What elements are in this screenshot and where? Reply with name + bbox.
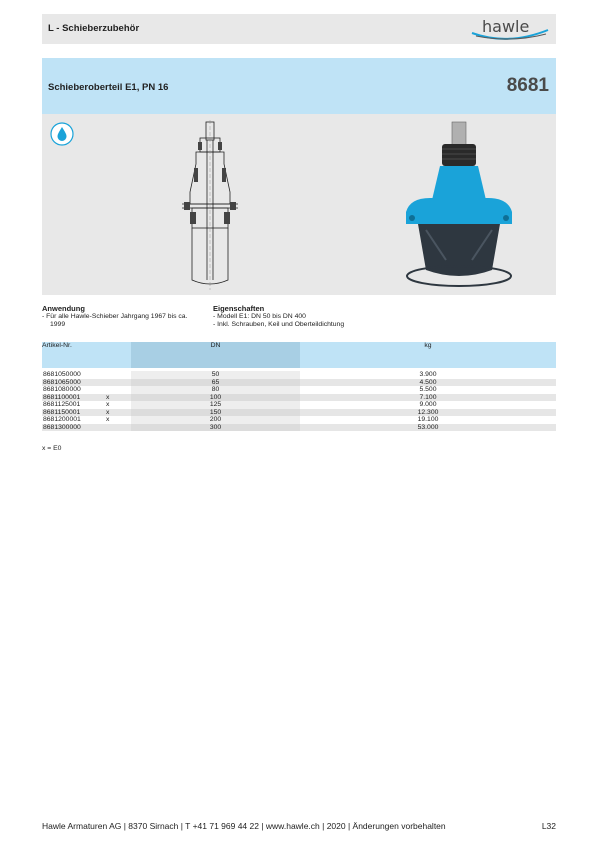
cell-kg: 53.000 [417,423,439,431]
table-row [42,379,556,387]
hawle-logo [468,16,552,42]
water-drop-icon [50,122,74,146]
cell-mark: x [106,393,110,401]
cell-article: 8681200001 [43,416,81,423]
cell-mark: x [106,401,110,408]
cell-kg: 7.100 [419,393,437,401]
cell-dn: 150 [209,408,222,416]
footer-text: Hawle Armaturen AG | 8370 Sirnach | T +41 71 969 44 22 | www.hawle.ch | 2020 | Änderungen vorbehalten [42,821,446,831]
cell-dn: 200 [209,416,222,423]
header-cell-kg [300,342,556,368]
page-header [42,14,556,44]
product-header [42,58,556,114]
table-row [42,424,556,432]
table-row [42,386,556,394]
product-title: Schieberoberteil E1, PN 16 [48,82,169,93]
header-kg-label: kg [424,342,432,349]
table-row [42,416,556,424]
cell-article: 8681050000 [43,371,81,378]
cell-article: 8681065000 [43,378,81,386]
table-note: x = E0 [42,445,62,452]
properties-line-2: - Inkl. Schrauben, Keil und Oberteildichtung [213,321,345,328]
table-row [42,409,556,417]
header-cell-mark [88,342,131,368]
cell-dn: 80 [211,386,220,393]
cell-kg: 5.500 [419,386,437,393]
section-title: L - Schieberzubehör [48,23,140,34]
cell-kg: 19.100 [417,416,439,423]
cell-dn: 65 [211,378,220,386]
cell-mark: x [106,416,110,423]
header-article-label: Artikel-Nr. [42,342,72,349]
cell-dn: 50 [211,371,220,378]
logo-text: hawle [482,17,530,36]
cell-dn: 100 [209,393,222,401]
product-image-area [42,114,556,295]
product-photo [400,120,518,290]
table-row [42,371,556,379]
technical-drawing [180,120,240,290]
table-row [42,401,556,409]
cell-article: 8681300000 [43,423,81,431]
cell-article: 8681080000 [43,386,81,393]
cell-article: 8681100001 [43,393,81,401]
properties-heading: Eigenschaften [213,304,265,313]
usage-line-1: - Für alle Hawle-Schieber Jahrgang 1967 bis ca. [42,313,188,320]
cell-kg: 12.300 [417,408,439,416]
cell-kg: 3.900 [419,371,437,378]
usage-heading: Anwendung [42,304,85,313]
cell-article: 8681125001 [43,401,81,408]
header-cell-article [42,342,88,368]
product-number: 8681 [506,75,549,96]
cell-mark: x [106,408,110,416]
cell-kg: 4.500 [419,378,437,386]
cell-article: 8681150001 [43,408,81,416]
properties-line-1: - Modell E1: DN 50 bis DN 400 [213,313,306,320]
table-row [42,394,556,402]
header-dn-label: DN [210,342,221,349]
cell-dn: 125 [209,401,222,408]
usage-line-2: 1999 [50,321,66,328]
cell-dn: 300 [209,423,222,431]
header-cell-dn [131,342,300,368]
page-number: L32 [541,821,556,831]
cell-kg: 9.000 [419,401,437,408]
